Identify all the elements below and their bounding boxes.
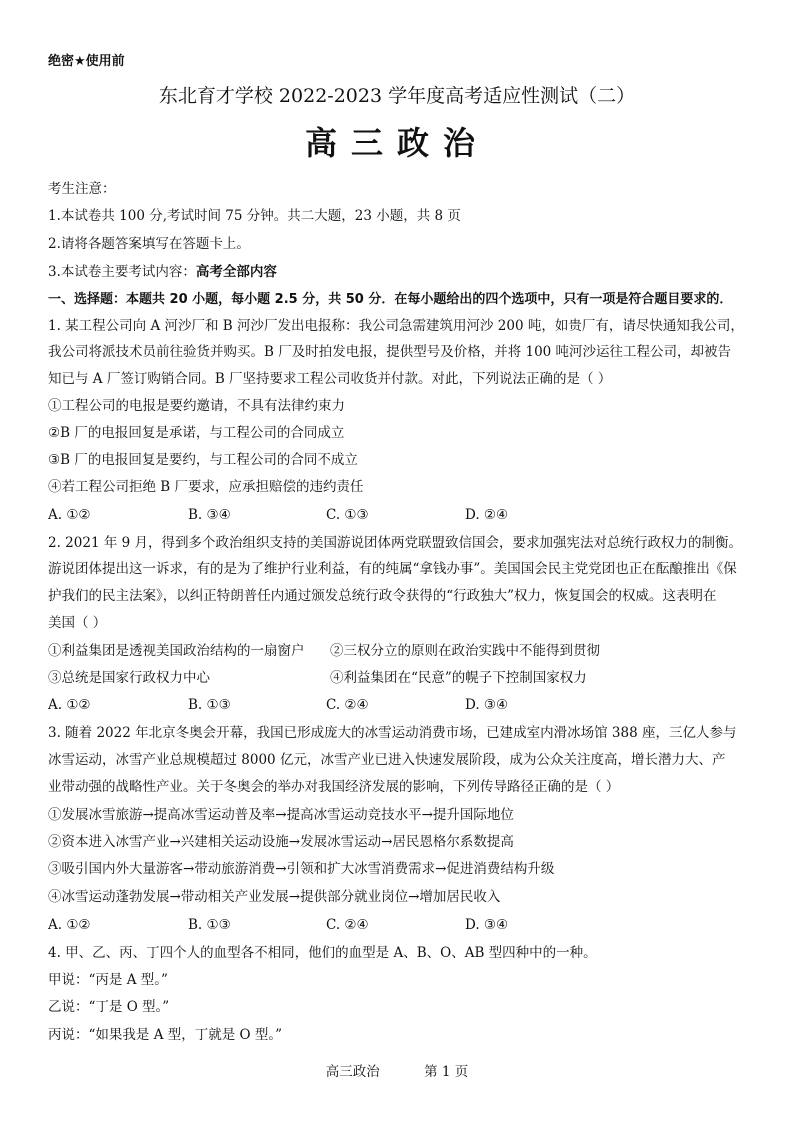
q1-line-3: 知已与 A 厂签订购销合同。B 厂坚持要求工程公司收货并付款。对此，下列说法正确的是（ ） [48, 371, 612, 387]
subject-title: 高三政治 [304, 124, 489, 162]
q3-line-2: 冰雪运动，冰雪产业总规模超过 8000 亿元，冰雪产业已进入快速发展阶段，成为公众关注度高，增长潜力大、产 [48, 752, 726, 768]
q4-statement-bing: 丙说：“如果我是 A 型，丁就是 O 型。” [48, 1027, 283, 1043]
q2-option-4: ④利益集团在“民意”的幌子下控制国家权力 [330, 670, 587, 686]
q1-option-3: ③B 厂的电报回复是要约，与工程公司的合同不成立 [48, 452, 358, 468]
q2-line-2: 游说团体提出这一诉求，有的是为了维护行业利益，有的纯属“拿钱办事”。美国国会民主党党团也正在酝酿推出《保 [48, 561, 737, 577]
notice-heading: 考生注意： [48, 181, 116, 197]
q3-option-3: ③吸引国内外大量游客→带动旅游消费→引领和扩大冰雪消费需求→促进消费结构升级 [48, 861, 555, 877]
q3-line-3: 业带动强的战略性产业。关于冬奥会的举办对我国经济发展的影响，下列传导路径正确的是（ ） [48, 779, 620, 795]
q4-line-1: 4. 甲、乙、丙、丁四个人的血型各不相同，他们的血型是 A、B、O、AB 型四种中的一种。 [48, 945, 597, 961]
q1-line-1: 1. 某工程公司向 A 河沙厂和 B 河沙厂发出电报称：我公司急需建筑用河沙 200 吨，如贵厂有，请尽快通知我公司， [48, 318, 744, 334]
q3-choice-a: A. ①② [48, 917, 91, 933]
q2-option-3: ③总统是国家行政权力中心 [48, 670, 210, 686]
secret-label: 绝密★使用前 [48, 54, 125, 69]
q2-choice-d: D. ③④ [465, 697, 509, 713]
footer-page-number: 第 1 页 [424, 1064, 469, 1080]
q1-choice-a: A. ①② [48, 507, 91, 523]
q1-choice-b: B. ③④ [188, 507, 231, 523]
q2-option-1: ①利益集团是透视美国政治结构的一扇窗户 [48, 643, 305, 659]
q2-line-4: 美国（ ） [48, 615, 107, 631]
q2-choice-b: B. ①③ [188, 697, 231, 713]
notice-line-2: 2.请将各题答案填写在答题卡上。 [48, 236, 250, 252]
q3-choice-b: B. ①③ [188, 917, 231, 933]
q3-choice-c: C. ②④ [326, 917, 369, 933]
q1-option-1: ①工程公司的电报是要约邀请，不具有法律约束力 [48, 398, 345, 414]
notice-line-3-bold: 高考全部内容 [195, 264, 277, 280]
q2-choice-c: C. ②④ [326, 697, 369, 713]
q1-choice-c: C. ①③ [326, 507, 369, 523]
q3-option-1: ①发展冰雪旅游→提高冰雪运动普及率→提高冰雪运动竞技水平→提升国际地位 [48, 807, 514, 823]
footer-subject: 高三政治 [325, 1064, 380, 1080]
q4-statement-jia: 甲说：“丙是 A 型。” [48, 972, 168, 988]
notice-line-1: 1.本试卷共 100 分,考试时间 75 分钟。共二大题，23 小题，共 8 页 [48, 208, 461, 224]
q3-line-1: 3. 随着 2022 年北京冬奥会开幕，我国已形成庞大的冰雪运动消费市场，已建成室内滑冰场馆 388 座，三亿人参与 [48, 725, 737, 741]
q1-option-2: ②B 厂的电报回复是承诺，与工程公司的合同成立 [48, 425, 345, 441]
q1-line-2: 我公司将派技术员前往验货并购买。B 厂及时拍发电报，提供型号及价格，并将 100 吨河沙运往工程公司，却被告 [48, 344, 732, 360]
section-heading: 一、选择题：本题共 20 小题，每小题 2.5 分，共 50 分．在每小题给出的四个选项中，只有一项是符合题目要求的． [48, 292, 733, 307]
page-footer [0, 1060, 794, 1080]
q2-choice-a: A. ①② [48, 697, 91, 713]
notice-line-3-prefix: 3.本试卷主要考试内容： [48, 264, 196, 280]
q2-line-3: 护我们的民主法案》，以纠正特朗普任内通过颁发总统行政令获得的“行政独大”权力，恢复国会的权威。这表明在 [48, 588, 717, 604]
q3-option-2: ②资本进入冰雪产业→兴建相关运动设施→发展冰雪运动→居民恩格尔系数提高 [48, 834, 514, 850]
q4-statement-yi: 乙说：“丁是 O 型。” [48, 999, 170, 1015]
notice-line-3 [48, 263, 277, 281]
q2-line-1: 2. 2021 年 9 月，得到多个政治组织支持的美国游说团体两党联盟致信国会，要求加强宪法对总统行政权力的制衡。 [48, 535, 742, 551]
school-title: 东北育才学校 2022-2023 学年度高考适应性测试（二） [158, 85, 636, 107]
q3-choice-d: D. ③④ [465, 917, 509, 933]
q1-option-4: ④若工程公司拒绝 B 厂要求，应承担赔偿的违约责任 [48, 479, 364, 495]
q1-choice-d: D. ②④ [465, 507, 509, 523]
q3-option-4: ④冰雪运动蓬勃发展→带动相关产业发展→提供部分就业岗位→增加居民收入 [48, 889, 501, 905]
q2-option-2: ②三权分立的原则在政治实践中不能得到贯彻 [330, 643, 600, 659]
